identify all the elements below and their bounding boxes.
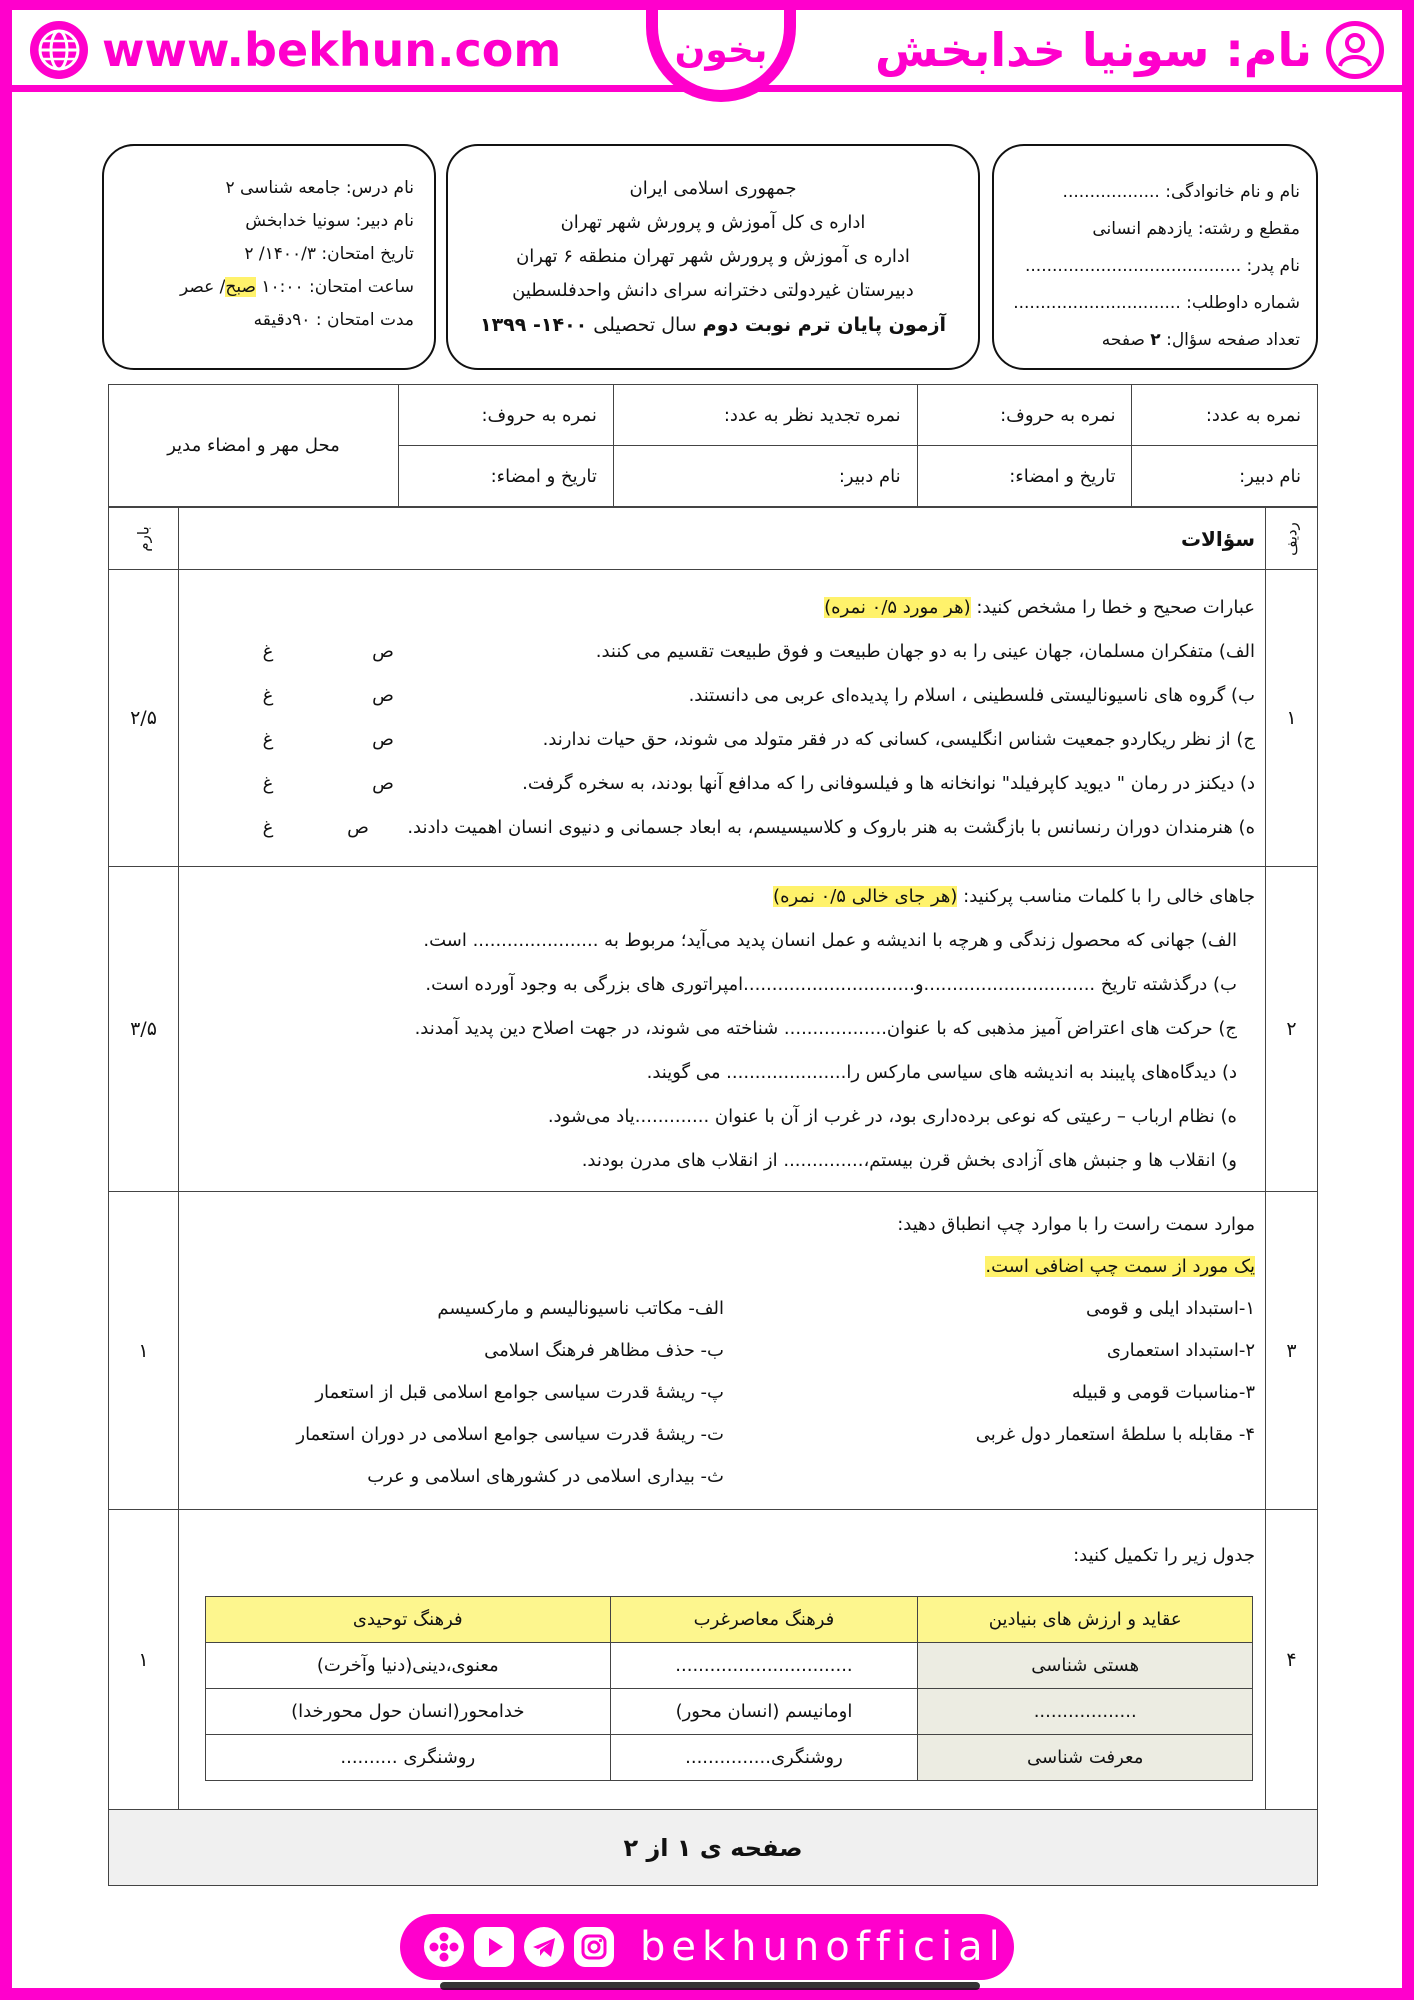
- false-mark[interactable]: غ: [262, 685, 274, 706]
- q4-cell-2-2: اومانیسم (انسان محور): [610, 1689, 918, 1735]
- author-name: [875, 20, 1384, 80]
- score-header-text: بارم: [134, 525, 153, 552]
- author-name-text: نام: سونیا خدابخش: [874, 23, 1312, 77]
- q2-item-c: ج) حرکت های اعتراض آمیز مذهبی که با عنوان.................. شناخته می شوند، در جهت اصلاح دین پدید آمدند.: [414, 1018, 1237, 1039]
- true-mark[interactable]: ص: [372, 729, 394, 750]
- q1-item-d: [193, 762, 1255, 806]
- logo-tab: [646, 10, 796, 102]
- score-header: [109, 508, 179, 570]
- q2-number: ۲: [1266, 867, 1318, 1192]
- q4-cell-1-1: هستی شناسی: [918, 1643, 1253, 1689]
- school-info-box: [446, 144, 980, 370]
- q3-left-c: پ- ریشهٔ قدرت سیاسی جوامع اسلامی قبل از استعمار: [315, 1381, 724, 1403]
- q3-right-2: ۲-استبداد استعماری: [1106, 1339, 1255, 1361]
- q4-cell-2-3: خدامحور(انسان حول محورخدا): [206, 1689, 611, 1735]
- false-mark[interactable]: غ: [262, 729, 274, 750]
- exam-title-b: پایان ترم نوبت دوم: [702, 314, 883, 336]
- telegram-icon[interactable]: [524, 1927, 564, 1967]
- exam-time-label: ساعت امتحان: ۱۰:۰۰: [255, 277, 414, 297]
- false-mark[interactable]: غ: [262, 773, 274, 794]
- q2-item-f: و) انقلاب ها و جنبش های آزادی بخش قرن بیستم،.............. از انقلاب های مدرن بودند.: [581, 1150, 1237, 1171]
- q3-left-e: ث- بیداری اسلامی در کشورهای اسلامی و عرب: [367, 1465, 724, 1487]
- q1-item-e-text: ه) هنرمندان دوران رنسانس با بازگشت به هنر باروک و کلاسیسیسم، به ابعاد جسمانی و دنیوی انسان اهمیت دادند.: [407, 817, 1255, 838]
- student-info-box: [992, 144, 1318, 370]
- q3-left-b: ب- حذف مظاهر فرهنگ اسلامی: [484, 1339, 724, 1361]
- q2-intro-text: جاهای خالی را با کلمات مناسب پرکنید:: [957, 886, 1255, 907]
- exam-date-field: تاریخ امتحان: ۱۴۰۰/۳/ ۲: [244, 244, 414, 264]
- grade-teacher: نام دبیر:: [1132, 446, 1318, 507]
- q3-left-d: ت- ریشهٔ قدرت سیاسی جوامع اسلامی در دوران استعمار: [296, 1423, 724, 1445]
- q3-intro: موارد سمت راست را با موارد چپ انطباق دهید:: [897, 1213, 1255, 1235]
- q4-cell-3-2: روشنگری...............: [610, 1735, 918, 1781]
- bar-shadow: [440, 1982, 980, 1990]
- website-link[interactable]: [30, 20, 561, 80]
- instagram-icon[interactable]: [574, 1927, 614, 1967]
- candidate-number-field: شماره داوطلب: ...............................: [1013, 293, 1300, 313]
- country-line: جمهوری اسلامی ایران: [629, 178, 797, 199]
- q2-item-b: ب) درگذشته تاریخ ..............................و..............................امپراتوری های بزرگی به وجود آورده است.: [425, 974, 1237, 995]
- q3-note: یک مورد از سمت چپ اضافی است.: [985, 1255, 1255, 1277]
- grade-num: نمره به عدد:: [1132, 385, 1318, 446]
- q2-intro: [193, 875, 1255, 919]
- official-handle[interactable]: bekhunofficial: [640, 1924, 1006, 1970]
- revised-grade-num: نمره تجدید نظر به عدد:: [613, 385, 917, 446]
- q2-score: ۳/۵: [109, 867, 179, 1192]
- q3-right-column: [724, 1288, 1255, 1498]
- q3-cell: [179, 1192, 1266, 1510]
- false-mark[interactable]: غ: [262, 817, 274, 838]
- revised-date-sign: تاریخ و امضاء:: [399, 446, 614, 507]
- q4-header-1: عقاید و ارزش های بنیادین: [918, 1597, 1253, 1643]
- bekhun-logo: بخون: [658, 10, 784, 90]
- q1-intro-text: عبارات صحیح و خطا را مشخص کنید:: [970, 597, 1255, 618]
- q3-match: [193, 1288, 1255, 1498]
- true-mark[interactable]: ص: [347, 817, 369, 838]
- father-name-field: نام پدر: ........................................: [1025, 256, 1300, 276]
- top-banner: [12, 10, 1402, 92]
- exam-year: ۱۴۰۰- ۱۳۹۹: [479, 314, 588, 336]
- q2-item-e: ه) نظام ارباب – رعیتی که نوعی برده‌داری بود، در غرب از آن با عنوان .............یاد می‌شود.: [547, 1106, 1237, 1127]
- grade-field: مقطع و رشته: یازدهم انسانی: [1092, 219, 1300, 239]
- globe-icon: [30, 21, 88, 79]
- social-bar: [400, 1914, 1014, 1980]
- grade-date-sign: تاریخ و امضاء:: [917, 446, 1132, 507]
- q1-item-c: [193, 718, 1255, 762]
- exam-duration-field: مدت امتحان : ۹۰دقیقه: [253, 310, 414, 330]
- q3-right-1: ۱-استبداد ایلی و قومی: [1086, 1297, 1255, 1319]
- q3-note-line: [193, 1246, 1255, 1288]
- website-text: www.bekhun.com: [102, 23, 562, 77]
- exam-info-box: [102, 144, 436, 370]
- exam-title-c: سال تحصیلی: [587, 314, 703, 336]
- student-name-field: نام و نام خانوادگی: ..................: [1062, 182, 1300, 202]
- q3-right-4: ۴- مقابله با سلطهٔ استعمار دول غربی: [975, 1423, 1255, 1445]
- q4-header-2: فرهنگ معاصرغرب: [610, 1597, 918, 1643]
- true-mark[interactable]: ص: [372, 773, 394, 794]
- row-header-text: ردیف: [1282, 521, 1301, 556]
- grade-words: نمره به حروف:: [917, 385, 1132, 446]
- q2-note: (هر جای خالی ۰/۵ نمره): [773, 886, 958, 907]
- course-field: نام درس: جامعه شناسی ۲: [225, 178, 414, 198]
- questions-header: سؤالات: [179, 508, 1266, 570]
- q4-cell-1-3: معنوی،دینی(دنیا وآخرت): [206, 1643, 611, 1689]
- district-line: اداره ی آموزش و پرورش شهر تهران منطقه ۶ تهران: [516, 246, 910, 267]
- revised-grade-words: نمره به حروف:: [399, 385, 614, 446]
- exam-time-field: [114, 271, 414, 304]
- page-count-unit: صفحه: [1101, 330, 1151, 350]
- true-mark[interactable]: ص: [372, 685, 394, 706]
- questions-table: [108, 507, 1318, 1886]
- false-mark[interactable]: غ: [262, 641, 274, 662]
- q1-item-b-text: ب) گروه های ناسیونالیستی فلسطینی ، اسلام را پدیده‌ای عربی می دانستند.: [688, 685, 1255, 706]
- aparat-icon[interactable]: [424, 1927, 464, 1967]
- q4-cell-2-1: ..................: [918, 1689, 1253, 1735]
- q4-cell: [179, 1510, 1266, 1810]
- row-header: [1266, 508, 1318, 570]
- q4-cell-1-2: ...............................: [610, 1643, 918, 1689]
- teacher-field: نام دبیر: سونیا خدابخش: [245, 211, 414, 231]
- principal-seal: محل مهر و امضاء مدیر: [109, 385, 399, 507]
- q3-right-3: ۳-مناسبات قومی و قبیله: [1071, 1381, 1255, 1403]
- q1-item-a-text: الف) متفکران مسلمان، جهان عینی را به دو جهان طبیعت و فوق طبیعت تقسیم می کنند.: [595, 641, 1255, 662]
- exam-time-evening: / عصر: [179, 277, 226, 297]
- page-number: صفحه ی ۱ از ۲: [109, 1810, 1318, 1886]
- revised-teacher: نام دبیر:: [613, 446, 917, 507]
- q1-item-e: [193, 806, 1255, 850]
- q2-item-a: الف) جهانی که محصول زندگی و هرچه با اندیشه و عمل انسان پدید می‌آید؛ مربوط به ...................... است.: [423, 930, 1237, 951]
- q4-cell-3-1: معرفت شناسی: [918, 1735, 1253, 1781]
- q1-item-d-text: د) دیکنز در رمان " دیوید کاپرفیلد" نوانخانه ها و فیلسوفانی را که مدافع آنها بودند، به سخره گرفت.: [522, 773, 1255, 794]
- q3-left-column: [193, 1288, 724, 1498]
- true-mark[interactable]: ص: [372, 641, 394, 662]
- grades-table: [108, 384, 1318, 507]
- exam-time-morning: صبح: [225, 277, 256, 297]
- q2-cell: [179, 867, 1266, 1192]
- q3-number: ۳: [1266, 1192, 1318, 1510]
- youtube-icon[interactable]: [474, 1927, 514, 1967]
- q1-item-a: [193, 630, 1255, 674]
- exam-title: [448, 308, 978, 342]
- q4-score: ۱: [109, 1510, 179, 1810]
- q4-intro: جدول زیر را تکمیل کنید:: [1073, 1545, 1255, 1566]
- q1-cell: [179, 570, 1266, 867]
- q4-header-3: فرهنگ توحیدی: [206, 1597, 611, 1643]
- q1-item-c-text: ج) از نظر ریکاردو جمعیت شناس انگلیسی، کسانی که در فقر متولد می شوند، حق حیات ندارند.: [542, 729, 1255, 750]
- school-line: دبیرستان غیردولتی دخترانه سرای دانش واحدفلسطین: [512, 280, 914, 301]
- q4-number: ۴: [1266, 1510, 1318, 1810]
- q1-intro: [193, 586, 1255, 630]
- q1-score: ۲/۵: [109, 570, 179, 867]
- q4-table: [205, 1596, 1253, 1781]
- q4-cell-3-3: روشنگری ..........: [206, 1735, 611, 1781]
- q1-item-b: [193, 674, 1255, 718]
- page-count-label: تعداد صفحه سؤال:: [1160, 330, 1300, 350]
- page-count-value: ۲: [1150, 330, 1161, 350]
- q1-number: ۱: [1266, 570, 1318, 867]
- office-line: اداره ی کل آموزش و پرورش شهر تهران: [560, 212, 866, 233]
- q2-item-d: د) دیدگاه‌های پایبند به اندیشه های سیاسی مارکس را..................... می گویند.: [646, 1062, 1237, 1083]
- page-count-field: [1008, 322, 1300, 359]
- q3-score: ۱: [109, 1192, 179, 1510]
- q1-note: (هر مورد ۰/۵ نمره): [824, 597, 971, 618]
- exam-title-a: آزمون: [882, 314, 947, 336]
- user-icon: [1326, 21, 1384, 79]
- q3-left-a: الف- مکاتب ناسیونالیسم و مارکسیسم: [437, 1297, 724, 1319]
